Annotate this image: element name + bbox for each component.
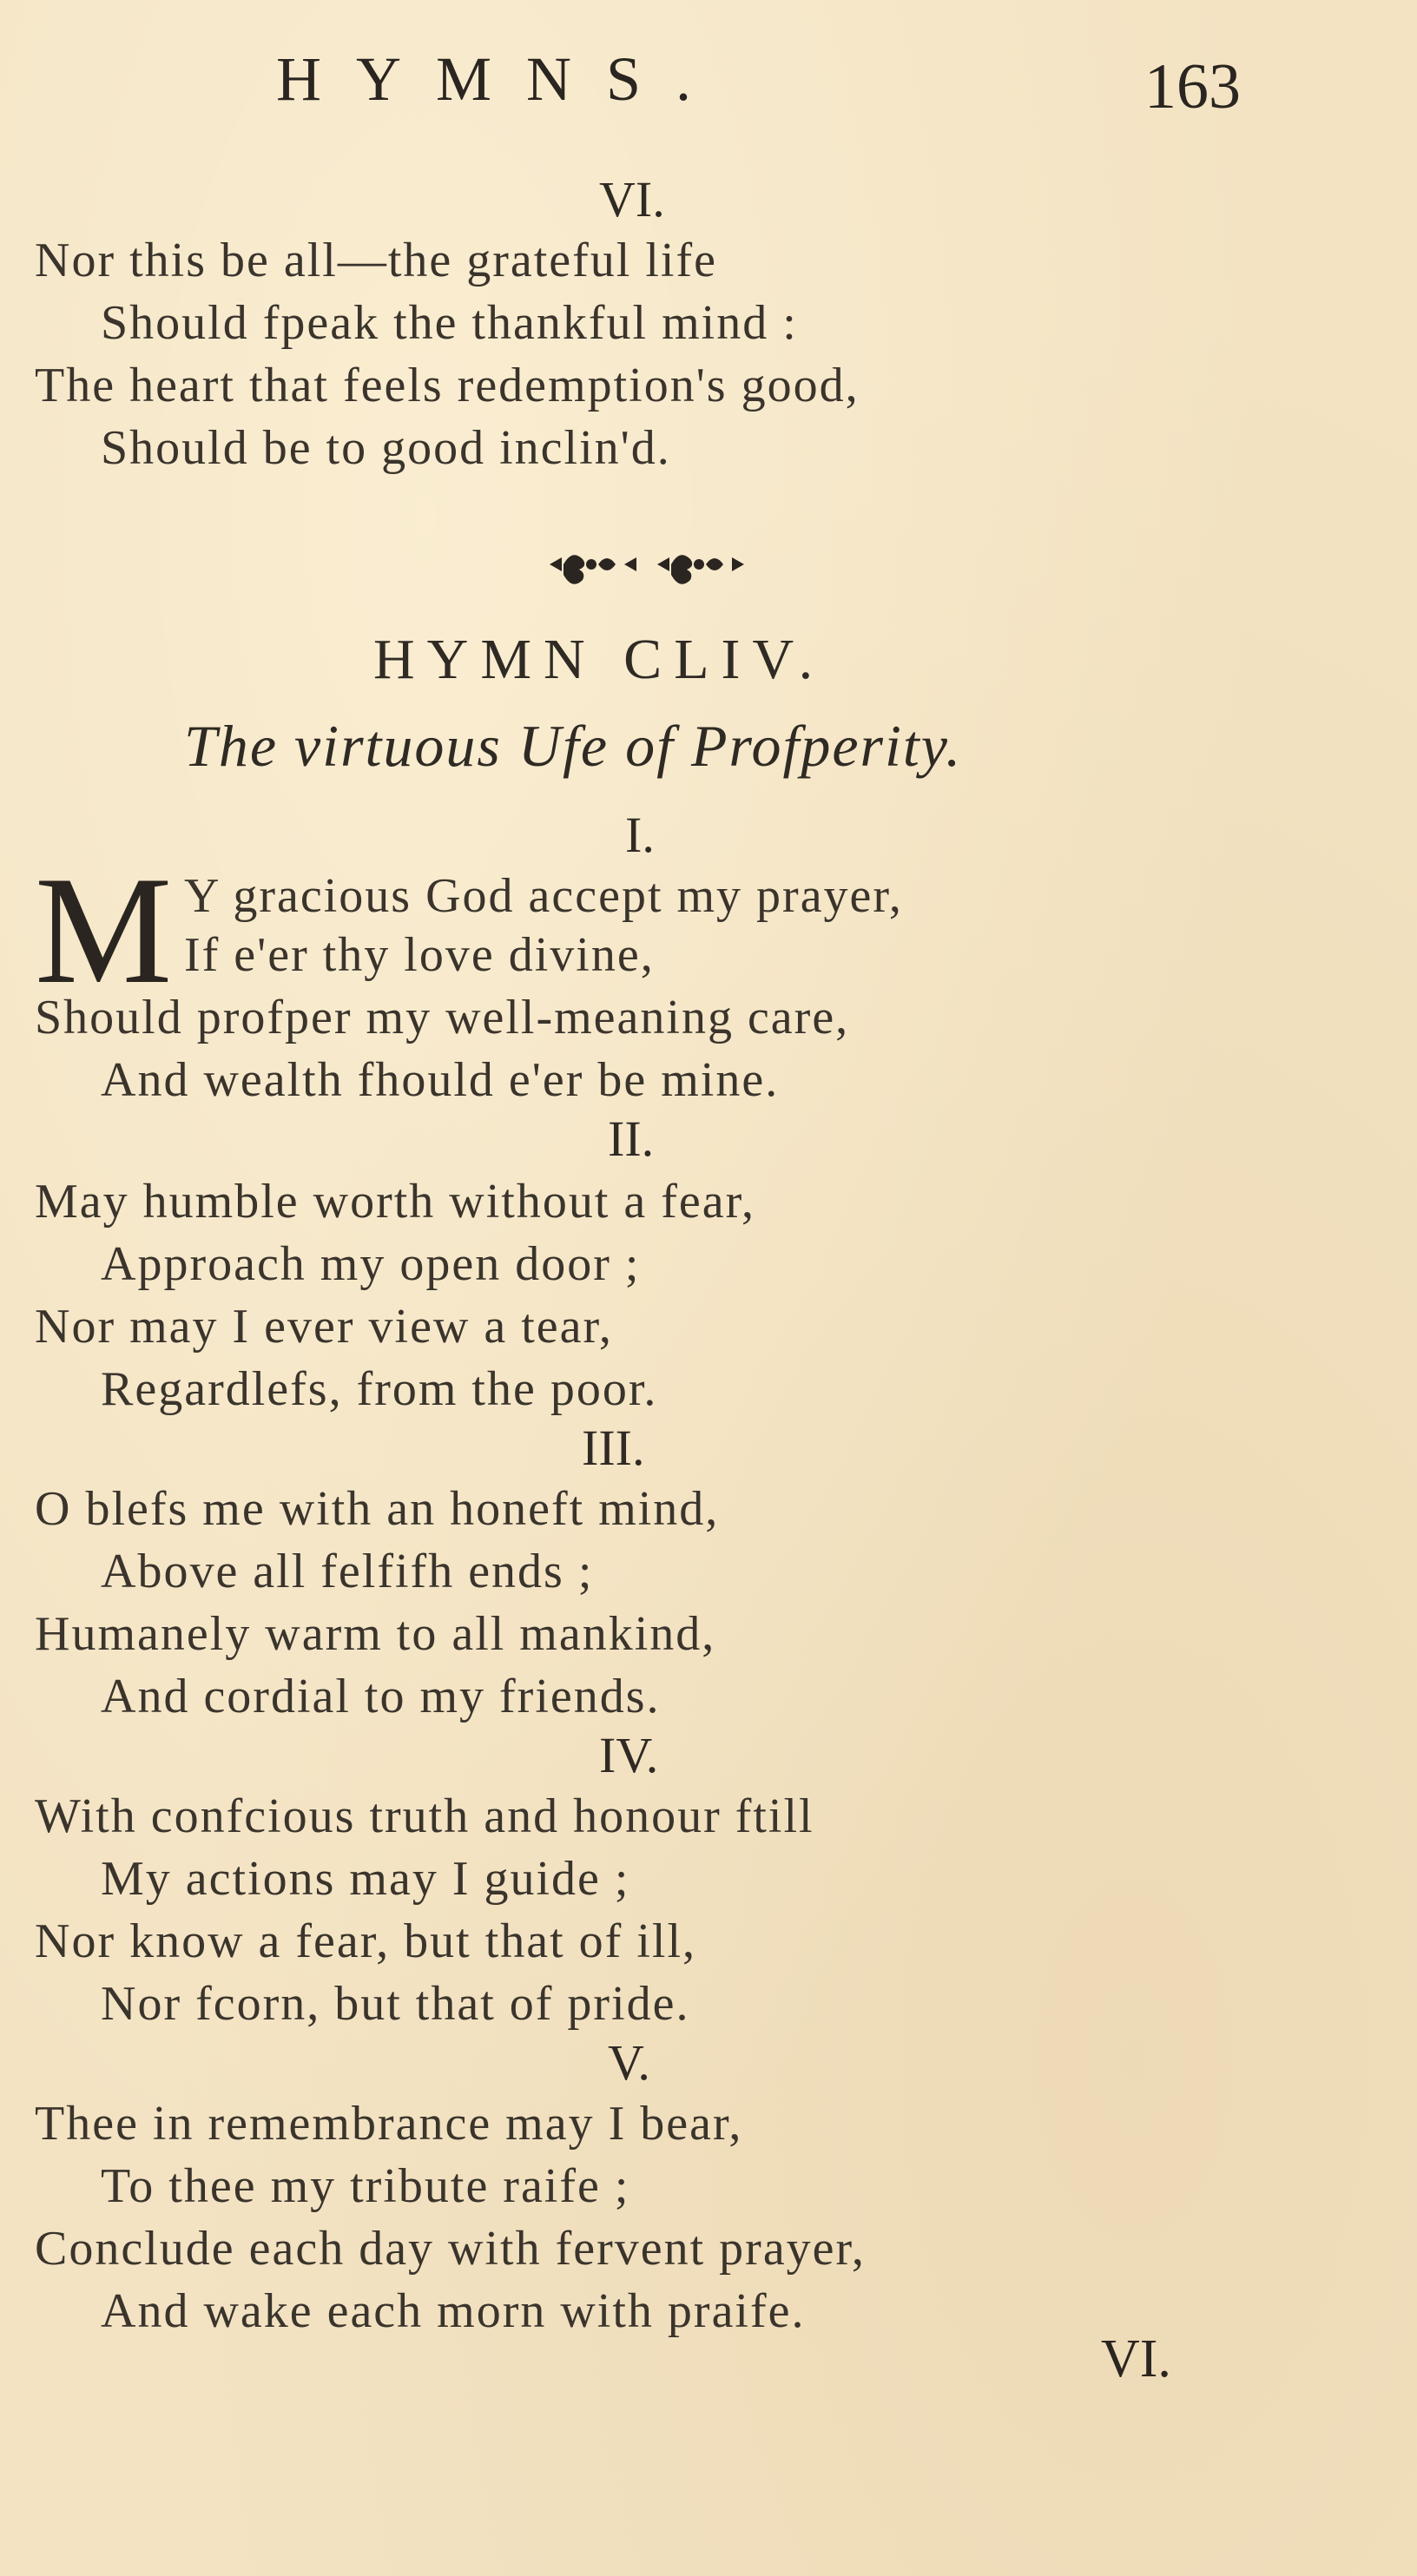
verse-line: Above all felfifh ends ; xyxy=(101,1545,594,1598)
catchword: VI. xyxy=(1101,2329,1171,2388)
stanza-numeral: III. xyxy=(582,1420,645,1476)
verse-line: Regardlefs, from the poor. xyxy=(101,1362,658,1416)
verse-line: Nor fcorn, but that of pride. xyxy=(101,1977,690,2031)
verse-line: And wealth fhould e'er be mine. xyxy=(101,1053,780,1107)
verse-line: And cordial to my friends. xyxy=(101,1670,661,1723)
stanza-numeral: V. xyxy=(608,2034,650,2091)
verse-line: And wake each morn with praife. xyxy=(101,2284,806,2338)
printers-ornament xyxy=(543,538,751,590)
verse-line: Thee in remembrance may I bear, xyxy=(35,2097,743,2151)
drop-capital: M xyxy=(35,844,173,1016)
hymn-title: HYMN CLIV. xyxy=(373,628,826,691)
verse-line: Approach my open door ; xyxy=(101,1237,641,1291)
page-number: 163 xyxy=(1144,51,1241,122)
verse-line: Humanely warm to all mankind, xyxy=(35,1607,716,1661)
verse-line: Should fpeak the thankful mind : xyxy=(101,296,798,350)
verse-line: Y gracious God accept my prayer, xyxy=(184,869,903,923)
verse-line: Conclude each day with fervent prayer, xyxy=(35,2222,866,2276)
verse-line: May humble worth without a fear, xyxy=(35,1175,756,1229)
hymn-subtitle: The virtuous Ufe of Profperity. xyxy=(184,713,963,779)
stanza-numeral: II. xyxy=(608,1110,655,1167)
verse-line: My actions may I guide ; xyxy=(101,1852,630,1906)
stanza-numeral: I. xyxy=(625,807,655,863)
verse-line: O blefs me with an honeft mind, xyxy=(35,1482,720,1536)
verse-line: Nor may I ever view a tear, xyxy=(35,1300,613,1354)
verse-line: Should be to good inclin'd. xyxy=(101,421,671,475)
verse-line: With confcious truth and honour ftill xyxy=(35,1789,814,1843)
stanza-numeral: IV. xyxy=(599,1727,659,1783)
stanza-numeral: VI. xyxy=(599,171,665,227)
verse-line: If e'er thy love divine, xyxy=(184,928,655,982)
verse-line: Nor this be all—the grateful life xyxy=(35,234,717,287)
verse-line: Nor know a fear, but that of ill, xyxy=(35,1914,697,1968)
verse-line: The heart that feels redemption's good, xyxy=(35,359,860,412)
verse-line: Should profper my well-meaning care, xyxy=(35,991,850,1044)
verse-line: To thee my tribute raife ; xyxy=(101,2159,630,2213)
running-head: HYMNS. xyxy=(276,44,727,114)
